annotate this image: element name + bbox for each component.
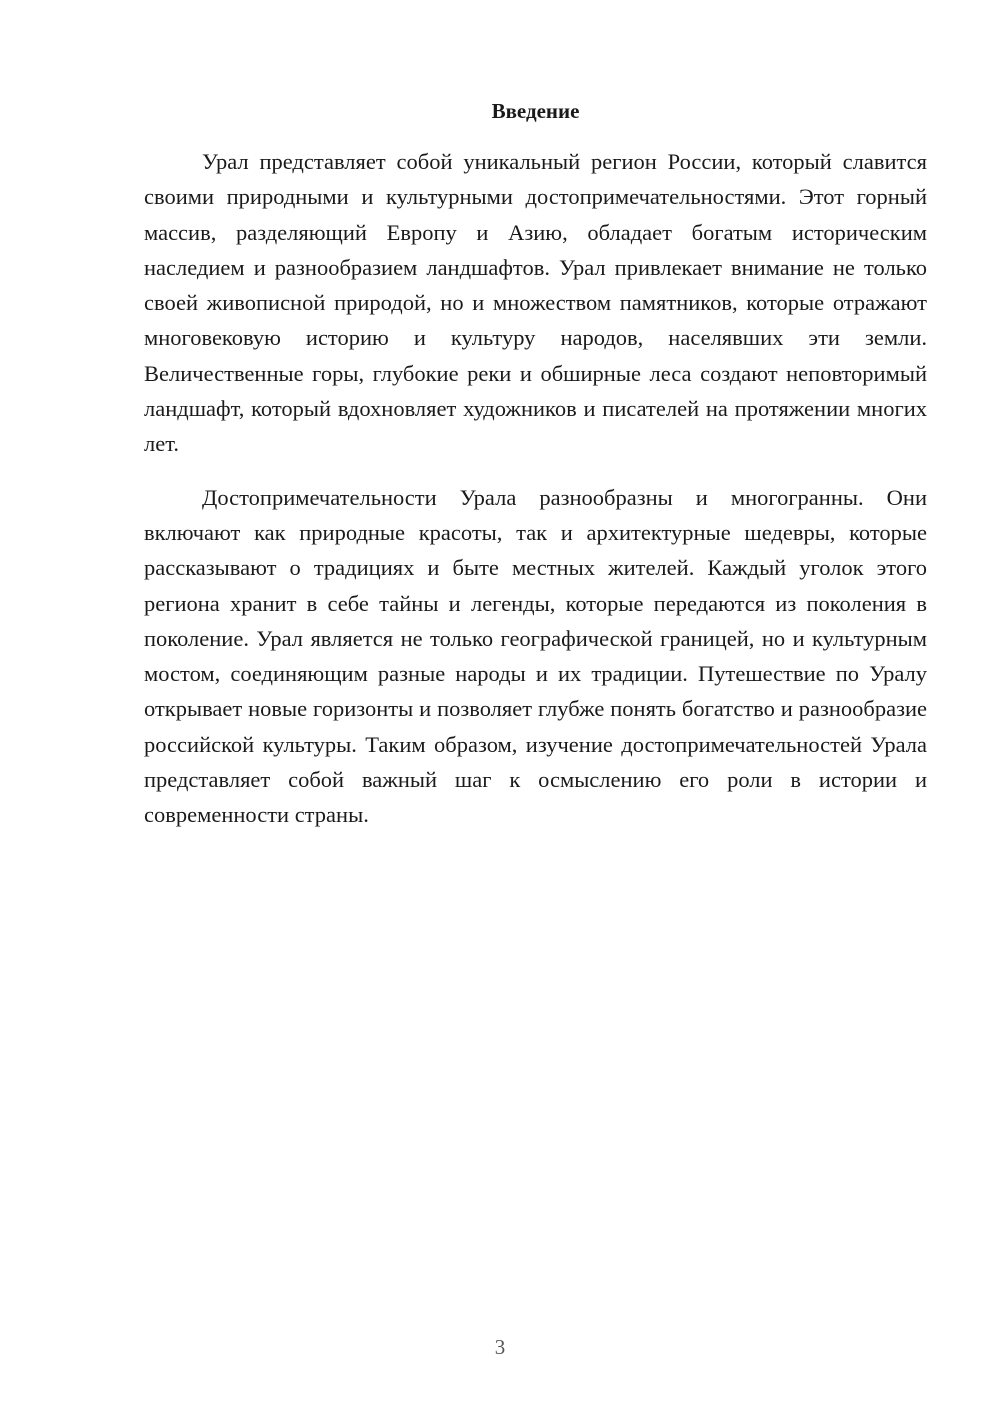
body-text <box>144 144 927 833</box>
paragraph-intro: Урал представляет собой уникальный регион России, который славится своими природными и культурными достопримечательностями. Этот горный массив, разделяющий Европу и Азию, обладает богатым историческим наследием и разнообразием ландшафтов. Урал привлекает внимание не только своей живописной природой, но и множеством памятников, которые отражают многовековую историю и культуру народов, населявших эти земли. Величественные горы, глубокие реки и обширные леса создают неповторимый ландшафт, который вдохновляет художников и писателей на протяжении многих лет. <box>144 149 927 457</box>
section-title: Введение <box>491 99 580 123</box>
paragraph-attractions: Достопримечательности Урала разнообразны и многогранны. Они включают как природные красоты, так и архитектурные шедевры, которые рассказывают о традициях и быте местных жителей. Каждый уголок этого региона хранит в себе тайны и легенды, которые передаются из поколения в поколение. Урал является не только географической границей, но и культурным мостом, соединяющим разные народы и их традиции. Путешествие по Уралу открывает новые горизонты и позволяет глубже понять богатство и разнообразие российской культуры. Таким образом, изучение достопримечательностей Урала представляет собой важный шаг к осмыслению его роли в истории и современности страны. <box>144 484 927 828</box>
page-number: 3 <box>494 1335 506 1359</box>
